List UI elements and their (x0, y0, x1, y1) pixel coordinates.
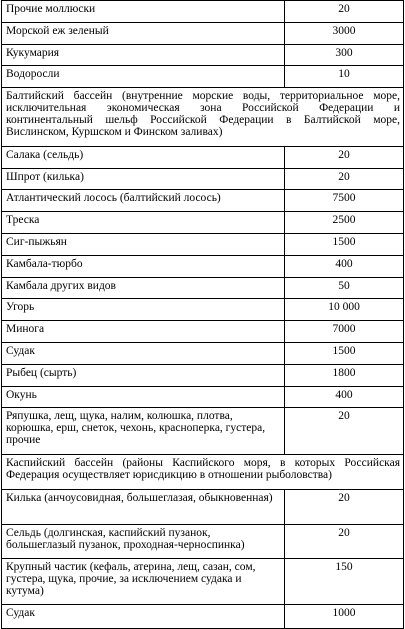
table-row (2, 408, 404, 455)
species-name: Атлантический лосось (балтийский лосось) (2, 190, 285, 212)
table-row (2, 234, 404, 256)
section-row (2, 88, 404, 147)
species-name: Угорь (2, 299, 285, 321)
species-name: Шпрот (килька) (2, 169, 285, 190)
rate-value: 150 (285, 559, 404, 605)
rate-value: 1800 (285, 365, 404, 387)
species-name: Судак (2, 605, 285, 629)
species-name: Окунь (2, 387, 285, 408)
rate-value: 400 (285, 256, 404, 278)
table-row (2, 559, 404, 605)
table-row (2, 365, 404, 387)
rate-value: 50 (285, 278, 404, 299)
rate-value: 1000 (285, 605, 404, 629)
section-row (2, 455, 404, 490)
table-row (2, 525, 404, 559)
species-name: Салака (сельдь) (2, 147, 285, 169)
species-name: Рыбец (сырть) (2, 365, 285, 387)
table-row (2, 169, 404, 190)
section-title: Балтийский бассейн (внутренние морские воды, территориальное море, исключительная экономическая зона Российской Федерации и континентальный шельф Российской Федерации в Балтийской море, Вислинском, Куршском и Финском заливах) (2, 88, 404, 147)
table-row (2, 66, 404, 88)
rate-value: 20 (285, 1, 404, 23)
species-name: Кукумария (2, 45, 285, 66)
species-name: Камбала-тюрбо (2, 256, 285, 278)
species-name: Водоросли (2, 66, 285, 88)
rate-value: 2500 (285, 212, 404, 234)
table-row (2, 321, 404, 343)
rate-value: 20 (285, 169, 404, 190)
table-row (2, 343, 404, 365)
species-name: Ряпушка, лещ, щука, налим, колюшка, плотва, корюшка, ерш, снеток, чехонь, красноперка, густера, прочие (2, 408, 285, 455)
species-name: Минога (2, 321, 285, 343)
species-name: Килька (анчоусовидная, большеглазая, обыкновенная) (2, 490, 285, 525)
species-name: Судак (2, 343, 285, 365)
table-row (2, 387, 404, 408)
rate-value: 10 (285, 66, 404, 88)
species-name: Камбала других видов (2, 278, 285, 299)
section-title: Каспийский бассейн (районы Каспийского моря, в которых Российская Федерация осуществляет юрисдикцию в отношении рыболовства) (2, 455, 404, 490)
species-name: Крупный частик (кефаль, атерина, лещ, сазан, сом, густера, щука, прочие, за исключением судака и кутума) (2, 559, 285, 605)
rate-value: 3000 (285, 23, 404, 45)
rate-value: 300 (285, 45, 404, 66)
table-row (2, 147, 404, 169)
species-name: Сельдь (долгинская, каспийский пузанок, большеглазый пузанок, проходная-черноспинка) (2, 525, 285, 559)
rate-value: 10 000 (285, 299, 404, 321)
table-row (2, 190, 404, 212)
table-row (2, 490, 404, 525)
rate-value: 20 (285, 408, 404, 455)
table-row (2, 256, 404, 278)
fish-rates-table (1, 0, 404, 629)
table-row (2, 45, 404, 66)
rate-value: 1500 (285, 234, 404, 256)
rate-value: 20 (285, 147, 404, 169)
species-name: Треска (2, 212, 285, 234)
table-row (2, 212, 404, 234)
rate-value: 20 (285, 490, 404, 525)
rate-value: 7500 (285, 190, 404, 212)
table-row (2, 278, 404, 299)
rate-value: 1500 (285, 343, 404, 365)
species-name: Сиг-пыжьян (2, 234, 285, 256)
rate-value: 7000 (285, 321, 404, 343)
rate-value: 400 (285, 387, 404, 408)
table-row (2, 23, 404, 45)
table-row (2, 1, 404, 23)
table-body (2, 1, 404, 629)
species-name: Прочие моллюски (2, 1, 285, 23)
rate-value: 20 (285, 525, 404, 559)
table-row (2, 605, 404, 629)
table-row (2, 299, 404, 321)
species-name: Морской еж зеленый (2, 23, 285, 45)
